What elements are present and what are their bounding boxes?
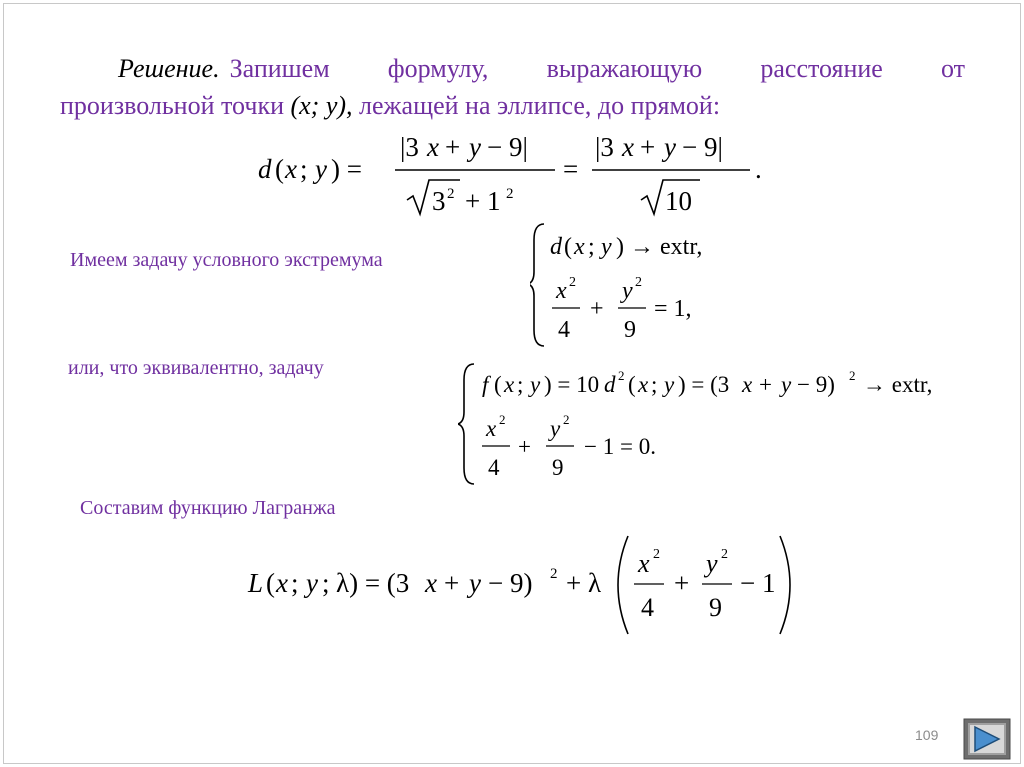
svg-text:;: ; xyxy=(517,372,524,397)
svg-text:9: 9 xyxy=(552,455,564,480)
svg-text:4: 4 xyxy=(641,593,654,622)
svg-text:y: y xyxy=(781,372,792,397)
svg-text:.: . xyxy=(755,154,762,184)
svg-text:2: 2 xyxy=(653,547,660,562)
svg-text:+: + xyxy=(445,132,461,162)
svg-text:) = 10: ) = 10 xyxy=(544,372,600,397)
svg-text:2: 2 xyxy=(550,566,558,582)
svg-text:d: d xyxy=(604,372,616,397)
svg-text:− 9): − 9) xyxy=(797,372,835,397)
solution-lead: Решение. xyxy=(118,54,220,83)
svg-text:y: y xyxy=(622,278,633,304)
svg-text:10: 10 xyxy=(665,186,692,216)
svg-text:) = (3: ) = (3 xyxy=(678,372,730,397)
svg-text:x: x xyxy=(742,372,753,397)
solution-paragraph xyxy=(60,50,965,124)
extremum-label: Имеем задачу условного экстремума xyxy=(70,249,383,271)
lagrange-label: Составим функцию Лагранжа xyxy=(80,497,336,519)
svg-text:− 9): − 9) xyxy=(488,568,533,598)
svg-text:2: 2 xyxy=(499,412,506,427)
svg-text:2: 2 xyxy=(635,275,642,290)
solution-line2a: произвольной точки xyxy=(60,91,284,120)
page-number: 109 xyxy=(915,727,939,743)
svg-text:(: ( xyxy=(494,372,502,397)
svg-text:y: y xyxy=(664,372,675,397)
svg-text:;: ; xyxy=(322,568,330,598)
svg-text:y: y xyxy=(550,416,561,441)
svg-text:+ 1: + 1 xyxy=(465,186,501,216)
svg-text:− 1 = 0.: − 1 = 0. xyxy=(584,434,656,459)
svg-text:+ λ: + λ xyxy=(566,568,602,598)
play-triangle-icon xyxy=(963,718,1011,760)
svg-text:;: ; xyxy=(651,372,658,397)
svg-text:x: x xyxy=(486,416,497,441)
system-2 xyxy=(458,358,988,488)
svg-text:+: + xyxy=(518,434,531,459)
distance-formula xyxy=(255,128,795,218)
svg-text:) =: ) = xyxy=(331,154,362,184)
svg-text:x: x xyxy=(285,154,297,184)
svg-text:x: x xyxy=(638,549,650,578)
svg-text:2: 2 xyxy=(447,186,455,202)
svg-text:f: f xyxy=(482,372,489,397)
svg-text:9: 9 xyxy=(709,593,722,622)
svg-text:2: 2 xyxy=(618,368,625,383)
svg-text:d: d xyxy=(258,154,272,184)
svg-text:=: = xyxy=(563,154,579,184)
svg-text:2: 2 xyxy=(563,412,570,427)
svg-text:9: 9 xyxy=(624,317,636,343)
svg-text:y: y xyxy=(664,132,676,162)
svg-text:+: + xyxy=(674,568,690,598)
svg-text:(: ( xyxy=(628,372,636,397)
svg-text:4: 4 xyxy=(558,317,570,343)
svg-text:(: ( xyxy=(564,234,572,260)
svg-text:→ extr,: → extr, xyxy=(863,372,933,397)
svg-text:) → extr,: ) → extr, xyxy=(616,234,703,260)
svg-text:x: x xyxy=(556,278,567,304)
svg-text:;: ; xyxy=(291,568,299,598)
svg-text:2: 2 xyxy=(721,547,728,562)
svg-text:− 1: − 1 xyxy=(740,568,776,598)
point-label: (x; y), xyxy=(290,91,353,120)
svg-text:y: y xyxy=(530,372,541,397)
svg-text:;: ; xyxy=(300,154,308,184)
solution-line2b: лежащей на эллипсе, до прямой: xyxy=(359,91,721,120)
svg-text:− 9|: − 9| xyxy=(682,132,723,162)
svg-text:x: x xyxy=(574,234,585,260)
svg-text:y: y xyxy=(706,549,718,578)
equivalent-label: или, что эквивалентно, задачу xyxy=(68,357,324,379)
lagrange-formula xyxy=(244,530,804,640)
svg-text:(: ( xyxy=(266,568,275,598)
svg-text:x: x xyxy=(425,568,437,598)
svg-text:2: 2 xyxy=(506,186,514,202)
svg-text:L: L xyxy=(248,568,264,598)
svg-text:(: ( xyxy=(275,154,284,184)
svg-text:x: x xyxy=(427,132,439,162)
svg-text:y: y xyxy=(306,568,318,598)
svg-text:= 1,: = 1, xyxy=(654,296,692,322)
svg-text:+: + xyxy=(444,568,460,598)
svg-text:2: 2 xyxy=(569,275,576,290)
svg-text:y: y xyxy=(315,154,327,184)
svg-text:y: y xyxy=(469,132,481,162)
svg-text:x: x xyxy=(504,372,515,397)
svg-text:λ) = (3: λ) = (3 xyxy=(336,568,410,598)
svg-text:;: ; xyxy=(588,234,595,260)
svg-text:|3: |3 xyxy=(400,132,419,162)
solution-line1: Запишем формулу, выражающую расстояние от xyxy=(229,54,965,83)
svg-text:+: + xyxy=(759,372,772,397)
svg-text:y: y xyxy=(601,234,612,260)
svg-text:d: d xyxy=(550,234,562,260)
svg-text:+: + xyxy=(640,132,656,162)
svg-text:y: y xyxy=(469,568,481,598)
svg-text:x: x xyxy=(622,132,634,162)
svg-text:4: 4 xyxy=(488,455,500,480)
svg-text:2: 2 xyxy=(849,368,856,383)
svg-text:|3: |3 xyxy=(595,132,614,162)
svg-text:− 9|: − 9| xyxy=(487,132,528,162)
svg-text:+: + xyxy=(590,296,604,322)
svg-text:x: x xyxy=(276,568,288,598)
svg-text:3: 3 xyxy=(432,186,446,216)
svg-text:x: x xyxy=(638,372,649,397)
system-1 xyxy=(530,220,790,350)
next-slide-button[interactable] xyxy=(963,718,1011,760)
